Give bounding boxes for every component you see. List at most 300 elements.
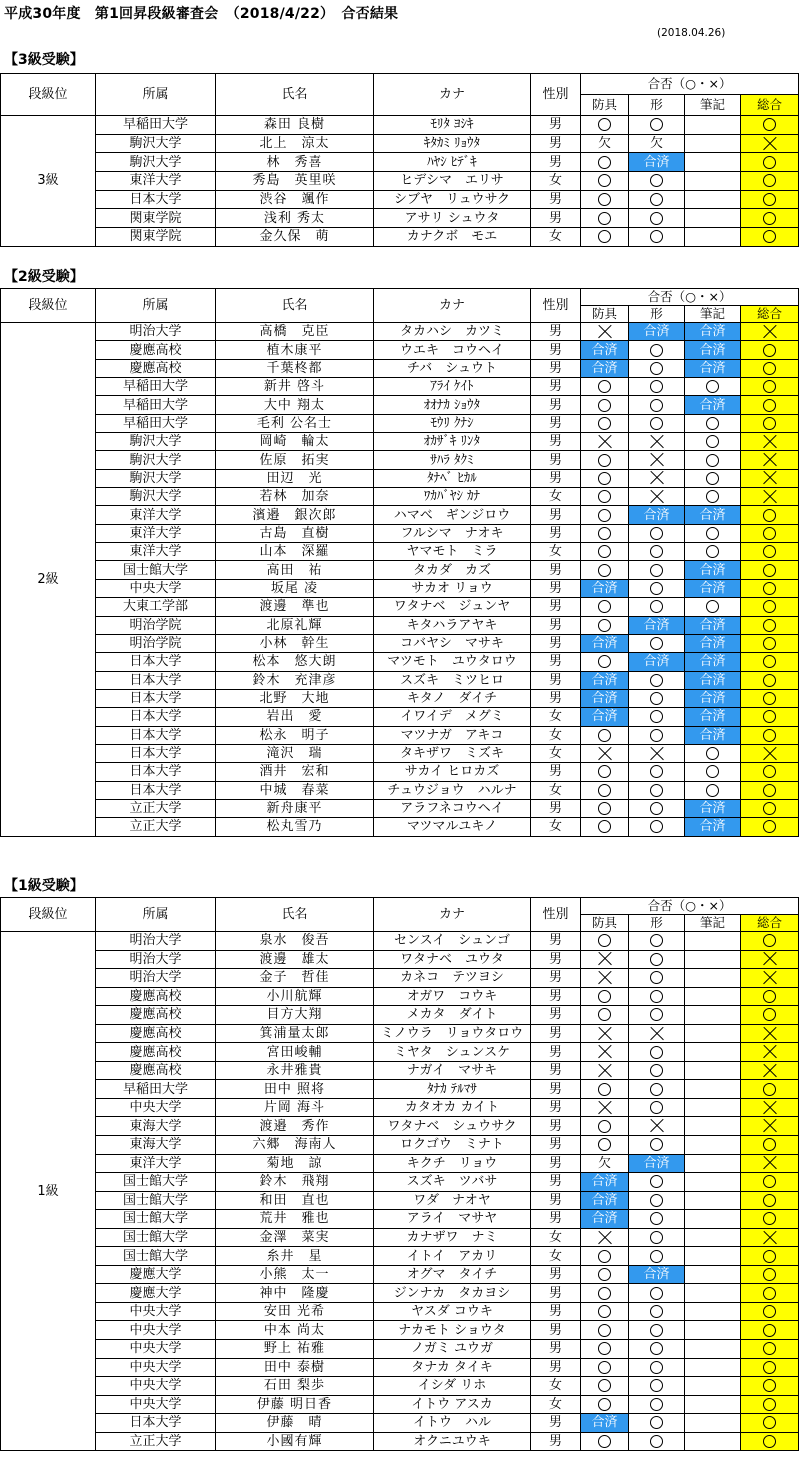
name-cell: 田辺 光 xyxy=(216,469,374,487)
affiliation-cell: 駒沢大学 xyxy=(96,451,216,469)
affiliation-cell: 中央大学 xyxy=(96,1098,216,1117)
pass-mark xyxy=(650,1212,663,1225)
affiliation-cell: 明治大学 xyxy=(96,323,216,341)
pass-mark xyxy=(650,802,663,815)
pass-mark xyxy=(598,1435,611,1448)
exempt-label: 合済 xyxy=(591,360,618,376)
kana-cell: ワタナベ ユウタ xyxy=(374,950,531,969)
affiliation-cell: 日本大学 xyxy=(96,708,216,726)
kana-cell: チバ シュウト xyxy=(374,359,531,377)
gender-cell: 男 xyxy=(531,653,581,671)
gender-cell: 男 xyxy=(531,1265,581,1284)
result-hikki xyxy=(685,323,741,341)
affiliation-cell: 関東学院 xyxy=(96,209,216,228)
pass-mark xyxy=(650,1083,663,1096)
table-row xyxy=(1,1154,799,1173)
name-cell: 伊藤 晴 xyxy=(216,1414,374,1433)
exempt-label: 合済 xyxy=(591,672,618,688)
result-sogo xyxy=(741,1210,799,1229)
result-sogo xyxy=(741,524,799,542)
result-sogo xyxy=(741,1024,799,1043)
result-hikki xyxy=(685,378,741,396)
kana-cell: ｱﾗｲ ｹｲﾄ xyxy=(374,378,531,396)
kana-cell: カナクボ モエ xyxy=(374,228,531,247)
section-title: 【1級受験】 xyxy=(4,878,84,894)
pass-mark xyxy=(650,564,663,577)
pass-mark xyxy=(650,600,663,613)
table-row xyxy=(1,1265,799,1284)
result-hikki xyxy=(685,1340,741,1359)
pass-mark xyxy=(650,1138,663,1151)
affiliation-cell: 大東工学部 xyxy=(96,598,216,616)
col-grade: 段級位 xyxy=(1,74,96,116)
table-row xyxy=(1,153,799,172)
gender-cell: 男 xyxy=(531,1006,581,1025)
result-bogu xyxy=(581,726,629,744)
result-sogo xyxy=(741,190,799,209)
pass-mark xyxy=(763,1212,776,1225)
name-cell: 宮田峻輔 xyxy=(216,1043,374,1062)
kana-cell: シブヤ リュウサク xyxy=(374,190,531,209)
name-cell: 野上 祐雅 xyxy=(216,1340,374,1359)
result-sogo xyxy=(741,1136,799,1155)
result-sogo xyxy=(741,579,799,597)
pass-mark xyxy=(598,118,611,131)
pass-mark xyxy=(650,1416,663,1429)
pass-mark xyxy=(650,692,663,705)
fail-mark xyxy=(598,1045,612,1059)
gender-cell: 男 xyxy=(531,116,581,135)
result-bogu xyxy=(581,116,629,135)
kana-cell: マツナガ アキコ xyxy=(374,726,531,744)
kana-cell: キタハラアヤキ xyxy=(374,616,531,634)
affiliation-cell: 駒沢大学 xyxy=(96,488,216,506)
pass-mark xyxy=(598,1361,611,1374)
page-title: 平成30年度 第1回昇段級審査会 （2018/4/22） 合否結果 xyxy=(4,6,399,22)
kana-cell: ノガミ ユウガ xyxy=(374,1340,531,1359)
result-bogu xyxy=(581,598,629,616)
name-cell: 新井 啓斗 xyxy=(216,378,374,396)
name-cell: 山本 深羅 xyxy=(216,543,374,561)
pass-mark xyxy=(650,637,663,650)
result-hikki xyxy=(685,653,741,671)
result-bogu xyxy=(581,1117,629,1136)
table-row xyxy=(1,634,799,652)
kana-cell: ヒデシマ エリサ xyxy=(374,172,531,191)
result-kata xyxy=(629,818,685,836)
gender-cell: 男 xyxy=(531,1414,581,1433)
result-sogo xyxy=(741,689,799,707)
col-result-group: 合否（○・×） xyxy=(581,289,799,306)
table-row xyxy=(1,1136,799,1155)
result-hikki xyxy=(685,433,741,451)
name-cell: 伊藤 明日香 xyxy=(216,1395,374,1414)
pass-mark xyxy=(650,990,663,1003)
result-sogo xyxy=(741,378,799,396)
pass-mark xyxy=(763,1138,776,1151)
pass-mark xyxy=(706,435,719,448)
fail-mark xyxy=(763,137,777,151)
result-hikki xyxy=(685,1173,741,1192)
gender-cell: 男 xyxy=(531,341,581,359)
col-name: 氏名 xyxy=(216,898,374,932)
fail-mark xyxy=(598,971,612,985)
result-bogu xyxy=(581,818,629,836)
result-hikki xyxy=(685,1414,741,1433)
kana-cell: オグマ タイチ xyxy=(374,1265,531,1284)
name-cell: 古島 直樹 xyxy=(216,524,374,542)
kana-cell: コバヤシ マサキ xyxy=(374,634,531,652)
gender-cell: 男 xyxy=(531,323,581,341)
result-sogo xyxy=(741,1080,799,1099)
name-cell: 岡崎 輪太 xyxy=(216,433,374,451)
table-row xyxy=(1,579,799,597)
exempt-label: 合済 xyxy=(699,801,726,817)
table-row xyxy=(1,228,799,247)
col-sogo: 総合 xyxy=(741,915,799,932)
result-kata xyxy=(629,689,685,707)
gender-cell: 男 xyxy=(531,1284,581,1303)
result-hikki xyxy=(685,726,741,744)
pass-mark xyxy=(650,1342,663,1355)
exempt-label: 合済 xyxy=(699,507,726,523)
pass-mark xyxy=(650,820,663,833)
col-kana: カナ xyxy=(374,898,531,932)
kana-cell: ロクゴウ ミナト xyxy=(374,1136,531,1155)
result-bogu xyxy=(581,781,629,799)
result-kata xyxy=(629,932,685,951)
kana-cell: ワタナベ シュウサク xyxy=(374,1117,531,1136)
result-sogo xyxy=(741,1098,799,1117)
col-hikki: 筆記 xyxy=(685,915,741,932)
result-sogo xyxy=(741,506,799,524)
result-kata xyxy=(629,561,685,579)
fail-mark xyxy=(598,1064,612,1078)
gender-cell: 女 xyxy=(531,228,581,247)
exempt-label: 合済 xyxy=(699,691,726,707)
table-row xyxy=(1,524,799,542)
kana-cell: ジンナカ タカヨシ xyxy=(374,1284,531,1303)
pass-mark xyxy=(650,417,663,430)
pass-mark xyxy=(598,509,611,522)
pass-mark xyxy=(650,1064,663,1077)
result-sogo xyxy=(741,932,799,951)
pass-mark xyxy=(763,582,776,595)
result-hikki xyxy=(685,932,741,951)
gender-cell: 男 xyxy=(531,950,581,969)
fail-mark xyxy=(763,1064,777,1078)
result-bogu xyxy=(581,543,629,561)
kana-cell: タカハシ カツミ xyxy=(374,323,531,341)
pass-mark xyxy=(763,564,776,577)
result-sogo xyxy=(741,172,799,191)
affiliation-cell: 日本大学 xyxy=(96,190,216,209)
affiliation-cell: 国士館大学 xyxy=(96,561,216,579)
affiliation-cell: 国士館大学 xyxy=(96,1210,216,1229)
result-sogo xyxy=(741,1154,799,1173)
affiliation-cell: 東海大学 xyxy=(96,1117,216,1136)
table-row xyxy=(1,653,799,671)
exempt-label: 合済 xyxy=(699,819,726,835)
result-bogu xyxy=(581,359,629,377)
col-gender: 性別 xyxy=(531,74,581,116)
col-kana: カナ xyxy=(374,289,531,323)
pass-mark xyxy=(598,399,611,412)
result-sogo xyxy=(741,671,799,689)
pass-mark xyxy=(598,1250,611,1263)
result-hikki xyxy=(685,451,741,469)
publish-date: (2018.04.26) xyxy=(657,27,726,39)
result-hikki xyxy=(685,598,741,616)
result-kata xyxy=(629,1302,685,1321)
result-bogu xyxy=(581,561,629,579)
result-sogo xyxy=(741,1302,799,1321)
name-cell: 渡邉 秀作 xyxy=(216,1117,374,1136)
col-affiliation: 所属 xyxy=(96,898,216,932)
result-sogo xyxy=(741,1173,799,1192)
gender-cell: 男 xyxy=(531,561,581,579)
exempt-label: 合済 xyxy=(591,580,618,596)
table-row xyxy=(1,744,799,762)
kana-cell: ﾀﾅﾍﾞ ﾋｶﾙ xyxy=(374,469,531,487)
result-kata xyxy=(629,1358,685,1377)
result-kata xyxy=(629,543,685,561)
result-hikki xyxy=(685,1265,741,1284)
table-row xyxy=(1,1247,799,1266)
result-kata xyxy=(629,1414,685,1433)
result-hikki xyxy=(685,209,741,228)
name-cell: 北原礼輝 xyxy=(216,616,374,634)
result-kata xyxy=(629,1061,685,1080)
header-row xyxy=(1,898,799,915)
fail-mark xyxy=(598,952,612,966)
pass-mark xyxy=(763,417,776,430)
table-row xyxy=(1,818,799,836)
result-hikki xyxy=(685,1358,741,1377)
col-kata: 形 xyxy=(629,306,685,323)
result-bogu xyxy=(581,1154,629,1173)
col-kata: 形 xyxy=(629,915,685,932)
pass-mark xyxy=(650,971,663,984)
pass-mark xyxy=(650,765,663,778)
result-hikki xyxy=(685,524,741,542)
kana-cell: ヤマモト ミラ xyxy=(374,543,531,561)
pass-mark xyxy=(650,934,663,947)
result-kata xyxy=(629,1043,685,1062)
exempt-label: 合済 xyxy=(591,709,618,725)
result-sogo xyxy=(741,1321,799,1340)
result-bogu xyxy=(581,1247,629,1266)
table-row xyxy=(1,433,799,451)
result-hikki xyxy=(685,1136,741,1155)
kana-cell: ナガイ マサキ xyxy=(374,1061,531,1080)
result-sogo xyxy=(741,323,799,341)
result-kata xyxy=(629,1136,685,1155)
table-row xyxy=(1,396,799,414)
gender-cell: 女 xyxy=(531,543,581,561)
result-kata xyxy=(629,1024,685,1043)
result-bogu xyxy=(581,1265,629,1284)
name-cell: 佐原 拓実 xyxy=(216,451,374,469)
table-header xyxy=(1,898,799,932)
affiliation-cell: 中央大学 xyxy=(96,1395,216,1414)
result-kata xyxy=(629,1247,685,1266)
kana-cell: ﾀﾅｶ ﾃﾙﾏｻ xyxy=(374,1080,531,1099)
result-bogu xyxy=(581,433,629,451)
pass-mark xyxy=(763,1008,776,1021)
gender-cell: 男 xyxy=(531,799,581,817)
table-body xyxy=(1,932,799,1451)
fail-mark xyxy=(650,471,664,485)
pass-mark xyxy=(650,674,663,687)
pass-mark xyxy=(763,990,776,1003)
affiliation-cell: 慶應高校 xyxy=(96,1061,216,1080)
affiliation-cell: 明治大学 xyxy=(96,950,216,969)
result-sogo xyxy=(741,153,799,172)
exempt-label: 合済 xyxy=(699,562,726,578)
table-row xyxy=(1,1061,799,1080)
name-cell: 浅利 秀太 xyxy=(216,209,374,228)
table-row xyxy=(1,190,799,209)
pass-mark xyxy=(763,212,776,225)
result-kata xyxy=(629,341,685,359)
kana-cell: サカイ ヒロカズ xyxy=(374,763,531,781)
pass-mark xyxy=(706,527,719,540)
pass-mark xyxy=(598,1268,611,1281)
gender-cell: 男 xyxy=(531,1210,581,1229)
result-hikki xyxy=(685,1302,741,1321)
fail-mark xyxy=(650,1119,664,1133)
table-row xyxy=(1,561,799,579)
result-bogu xyxy=(581,1228,629,1247)
result-kata xyxy=(629,1191,685,1210)
name-cell: 小熊 太一 xyxy=(216,1265,374,1284)
gender-cell: 女 xyxy=(531,1377,581,1396)
gender-cell: 男 xyxy=(531,1117,581,1136)
gender-cell: 男 xyxy=(531,451,581,469)
name-cell: 箕浦量太郎 xyxy=(216,1024,374,1043)
affiliation-cell: 中央大学 xyxy=(96,1377,216,1396)
result-hikki xyxy=(685,616,741,634)
exempt-label: 合済 xyxy=(699,727,726,743)
result-hikki xyxy=(685,1006,741,1025)
gender-cell: 男 xyxy=(531,1080,581,1099)
table-row xyxy=(1,969,799,988)
affiliation-cell: 関東学院 xyxy=(96,228,216,247)
exempt-label: 合済 xyxy=(699,672,726,688)
table-row xyxy=(1,134,799,153)
exempt-label: 合済 xyxy=(699,360,726,376)
gender-cell: 男 xyxy=(531,932,581,951)
grade-cell: 3級 xyxy=(1,116,96,247)
kana-cell: センスイ シュンゴ xyxy=(374,932,531,951)
result-kata xyxy=(629,414,685,432)
name-cell: 松本 悠大朗 xyxy=(216,653,374,671)
result-kata xyxy=(629,1265,685,1284)
exempt-label: 合済 xyxy=(699,654,726,670)
table-row xyxy=(1,799,799,817)
pass-mark xyxy=(763,380,776,393)
section-title: 【2級受験】 xyxy=(4,269,84,285)
name-cell: 渋谷 颯作 xyxy=(216,190,374,209)
table-row xyxy=(1,1191,799,1210)
pass-mark xyxy=(598,934,611,947)
kana-cell: ミヤタ シュンスケ xyxy=(374,1043,531,1062)
result-bogu xyxy=(581,451,629,469)
result-sogo xyxy=(741,987,799,1006)
name-cell: 酒井 宏和 xyxy=(216,763,374,781)
pass-mark xyxy=(650,1305,663,1318)
table-row xyxy=(1,414,799,432)
result-bogu xyxy=(581,634,629,652)
table-row xyxy=(1,1024,799,1043)
name-cell: 神中 隆慶 xyxy=(216,1284,374,1303)
fail-mark xyxy=(650,490,664,504)
result-bogu xyxy=(581,1061,629,1080)
result-sogo xyxy=(741,134,799,153)
result-sogo xyxy=(741,634,799,652)
kana-cell: ｻﾊﾗ ﾀｸﾐ xyxy=(374,451,531,469)
affiliation-cell: 東洋大学 xyxy=(96,506,216,524)
name-cell: 滝沢 瑞 xyxy=(216,744,374,762)
kana-cell: ｵｵﾅｶ ｼｮｳﾀ xyxy=(374,396,531,414)
kana-cell: タカダ カズ xyxy=(374,561,531,579)
result-kata xyxy=(629,708,685,726)
name-cell: 金澤 菜実 xyxy=(216,1228,374,1247)
name-cell: 松永 明子 xyxy=(216,726,374,744)
pass-mark xyxy=(650,230,663,243)
affiliation-cell: 駒沢大学 xyxy=(96,134,216,153)
gender-cell: 男 xyxy=(531,671,581,689)
result-kata xyxy=(629,506,685,524)
result-kata xyxy=(629,190,685,209)
result-bogu xyxy=(581,1210,629,1229)
kana-cell: フルシマ ナオキ xyxy=(374,524,531,542)
table-row xyxy=(1,616,799,634)
pass-mark xyxy=(650,212,663,225)
affiliation-cell: 東洋大学 xyxy=(96,524,216,542)
exempt-label: 合済 xyxy=(591,636,618,652)
result-kata xyxy=(629,1340,685,1359)
table-row xyxy=(1,1414,799,1433)
fail-mark xyxy=(650,453,664,467)
pass-mark xyxy=(650,174,663,187)
name-cell: 中城 春菜 xyxy=(216,781,374,799)
pass-mark xyxy=(650,1287,663,1300)
affiliation-cell: 東洋大学 xyxy=(96,1154,216,1173)
pass-mark xyxy=(763,527,776,540)
affiliation-cell: 明治学院 xyxy=(96,634,216,652)
table-row xyxy=(1,1302,799,1321)
exempt-label: 合済 xyxy=(699,580,726,596)
result-sogo xyxy=(741,116,799,135)
result-hikki xyxy=(685,579,741,597)
result-hikki xyxy=(685,1321,741,1340)
result-bogu xyxy=(581,1358,629,1377)
pass-mark xyxy=(763,118,776,131)
kana-cell: スズキ ミツヒロ xyxy=(374,671,531,689)
table-row xyxy=(1,987,799,1006)
affiliation-cell: 明治学院 xyxy=(96,616,216,634)
kana-cell: アライ マサヤ xyxy=(374,1210,531,1229)
pass-mark xyxy=(650,362,663,375)
pass-mark xyxy=(706,747,719,760)
result-kata xyxy=(629,359,685,377)
exempt-label: 合済 xyxy=(699,709,726,725)
gender-cell: 男 xyxy=(531,469,581,487)
affiliation-cell: 国士館大学 xyxy=(96,1173,216,1192)
result-sogo xyxy=(741,1006,799,1025)
